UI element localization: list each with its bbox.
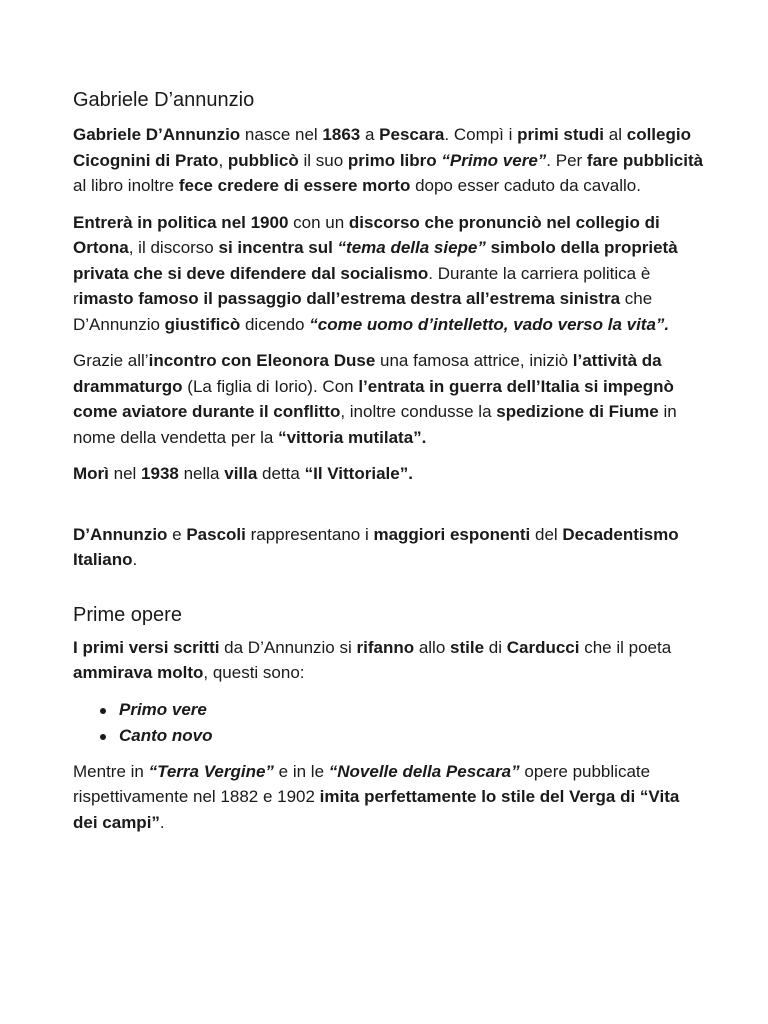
text-run: fece credere di essere morto (178, 176, 411, 195)
works-list (73, 697, 708, 749)
text-run: spedizione di Fiume (496, 402, 659, 421)
text-run: rifanno (356, 637, 415, 657)
text-run: primo libro (347, 150, 437, 170)
text-run: Gabriele D’Annunzio (73, 125, 241, 144)
text-run: collegio Cicognini di Prato (73, 125, 691, 170)
text-run: D’Annunzio (73, 524, 168, 544)
list-item (73, 723, 708, 749)
text-run: maggiori esponenti (373, 524, 531, 544)
section-heading-prime-opere: Prime opere (73, 603, 182, 626)
paragraph-verga: Mentre in “Terra Vergine” e in le “Novelle della Pescara” opere pubblicate rispettivamente nel 1882 e 1902 imita perfettamente lo stile del Verga di “Vita dei campi”. (73, 761, 680, 832)
text-run: fare pubblicità (586, 150, 704, 170)
list-item-text: Primo vere (119, 699, 207, 719)
text-run: Decadentismo Italiano (73, 524, 679, 569)
paragraph-biography: Gabriele D’Annunzio nasce nel 1863 a Pescara. Compì i primi studi al collegio Cicognini di Prato, pubblicò il suo primo libro “Primo vere”. Per fare pubblicità al libro inoltre fece credere di essere morto dopo esser caduto da cavallo. (73, 125, 704, 195)
bullet-icon (100, 708, 106, 714)
paragraph-decadentismo: D’Annunzio e Pascoli rappresentano i maggiori esponenti del Decadentismo Italiano. (73, 524, 679, 569)
title-heading: Gabriele D’annunzio (73, 89, 255, 111)
paragraph-death: Morì nel 1938 nella villa detta “Il Vittoriale”. (73, 464, 413, 483)
text-run: l’attività da drammaturgo (73, 351, 662, 396)
text-run: “tema della siepe” (337, 238, 486, 257)
text-run: ammirava molto (73, 663, 204, 682)
text-run: Carducci (506, 637, 580, 657)
text-run: Entrerà in politica nel 1900 (73, 212, 289, 232)
list-item-text: Canto novo (119, 725, 213, 745)
text-run: villa (224, 464, 258, 483)
text-run: pubblicò (227, 150, 299, 170)
text-run: incontro con Eleonora Duse (148, 351, 376, 370)
text-run: 1863 (322, 125, 361, 144)
list-item (73, 697, 708, 723)
text-run: “come uomo d’intelletto, vado verso la vita”. (309, 314, 670, 334)
text-run: giustificò (164, 314, 241, 334)
text-run: imasto famoso il passaggio dall’estrema destra all’estrema sinistra (78, 289, 621, 308)
text-run: discorso che pronunciò nel collegio di Ortona (73, 212, 660, 257)
text-run: “vittoria mutilata”. (278, 427, 427, 447)
text-run: Pescara (379, 125, 445, 144)
text-run: “Novelle della Pescara” (328, 761, 520, 781)
paragraph-primi-versi: I primi versi scritti da D’Annunzio si rifanno allo stile di Carducci che il poeta ammirava molto, questi sono: (73, 637, 672, 682)
text-run: simbolo della proprietà privata che si deve difendere dal socialismo (73, 238, 678, 283)
text-run: 1938 (141, 464, 179, 483)
text-run: I primi versi scritti (73, 637, 220, 657)
text-run: l’entrata in guerra dell’Italia si impegnò come aviatore durante il conflitto (73, 376, 674, 421)
text-run: Morì (73, 464, 109, 483)
text-run: primi studi (517, 125, 605, 144)
text-run: “Terra Vergine” (148, 761, 274, 781)
text-run: “Primo vere” (441, 150, 547, 170)
text-run: si incentra sul (218, 238, 333, 257)
text-run: stile (450, 637, 485, 657)
paragraph-politics: Entrerà in politica nel 1900 con un discorso che pronunciò nel collegio di Ortona, il discorso si incentra sul “tema della siepe” simbolo della proprietà privata che si deve difendere dal socialismo. Durante la carriera politica è rimasto famoso il passaggio dall’estrema destra all’estrema sinistra che D’Annunzio giustificò dicendo “come uomo d’intelletto, vado verso la vita”. (73, 212, 678, 334)
text-run: “Il Vittoriale”. (304, 464, 413, 483)
paragraph-duse-war: Grazie all’incontro con Eleonora Duse una famosa attrice, iniziò l’attività da drammaturgo (La figlia di Iorio). Con l’entrata in guerra dell’Italia si impegnò come aviatore durante il conflitto, inoltre condusse la spedizione di Fiume in nome della vendetta per la “vittoria mutilata”. (73, 351, 677, 447)
text-run: imita perfettamente lo stile del Verga di “Vita dei campi” (73, 787, 680, 832)
text-run: Pascoli (186, 524, 246, 544)
bullet-icon (100, 734, 106, 740)
spacer (73, 498, 708, 522)
